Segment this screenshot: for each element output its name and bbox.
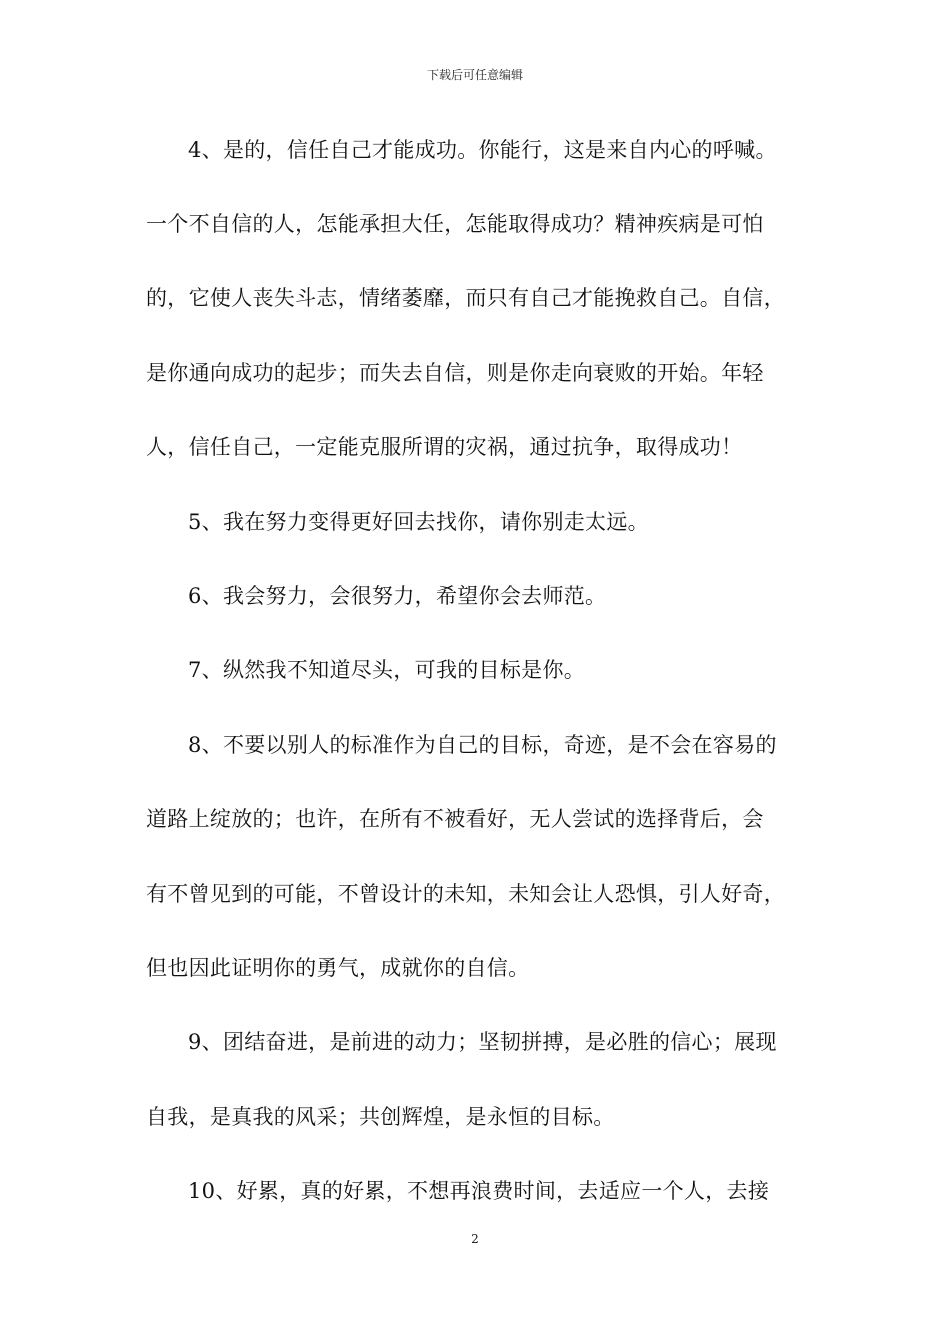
text-line: 6、我会努力，会很努力，希望你会去师范。 xyxy=(188,584,607,608)
text-line: 9、团结奋进，是前进的动力；坚韧拼搏，是必胜的信心；展现 xyxy=(188,1030,777,1054)
text-line: 人，信任自己，一定能克服所谓的灾祸，通过抗争，取得成功！ xyxy=(146,435,743,459)
text-line: 是你通向成功的起步；而失去自信，则是你走向衰败的开始。年轻 xyxy=(146,361,764,385)
page-header: 下载后可任意编辑 xyxy=(426,68,523,82)
text-line: 自我，是真我的风采；共创辉煌，是永恒的目标。 xyxy=(146,1105,615,1129)
text-line: 的，它使人丧失斗志，情绪萎靡，而只有自己才能挽救自己。自信， xyxy=(146,286,785,310)
text-line: 道路上绽放的；也许，在所有不被看好，无人尝试的选择背后，会 xyxy=(146,807,764,831)
text-line: 一个不自信的人，怎能承担大任，怎能取得成功？精神疾病是可怕 xyxy=(146,212,764,236)
text-line: 但也因此证明你的勇气，成就你的自信。 xyxy=(146,956,530,980)
text-line: 8、不要以别人的标准作为自己的目标，奇迹，是不会在容易的 xyxy=(188,733,777,757)
text-line: 4、是的，信任自己才能成功。你能行，这是来自内心的呼喊。 xyxy=(188,138,777,162)
text-line: 5、我在努力变得更好回去找你，请你别走太远。 xyxy=(188,510,649,534)
text-line: 有不曾见到的可能，不曾设计的未知，未知会让人恐惧，引人好奇， xyxy=(146,882,785,906)
text-line: 10、好累，真的好累，不想再浪费时间，去适应一个人，去接 xyxy=(188,1179,770,1203)
page-number: 2 xyxy=(471,1232,479,1246)
text-line: 7、纵然我不知道尽头，可我的目标是你。 xyxy=(188,658,586,682)
